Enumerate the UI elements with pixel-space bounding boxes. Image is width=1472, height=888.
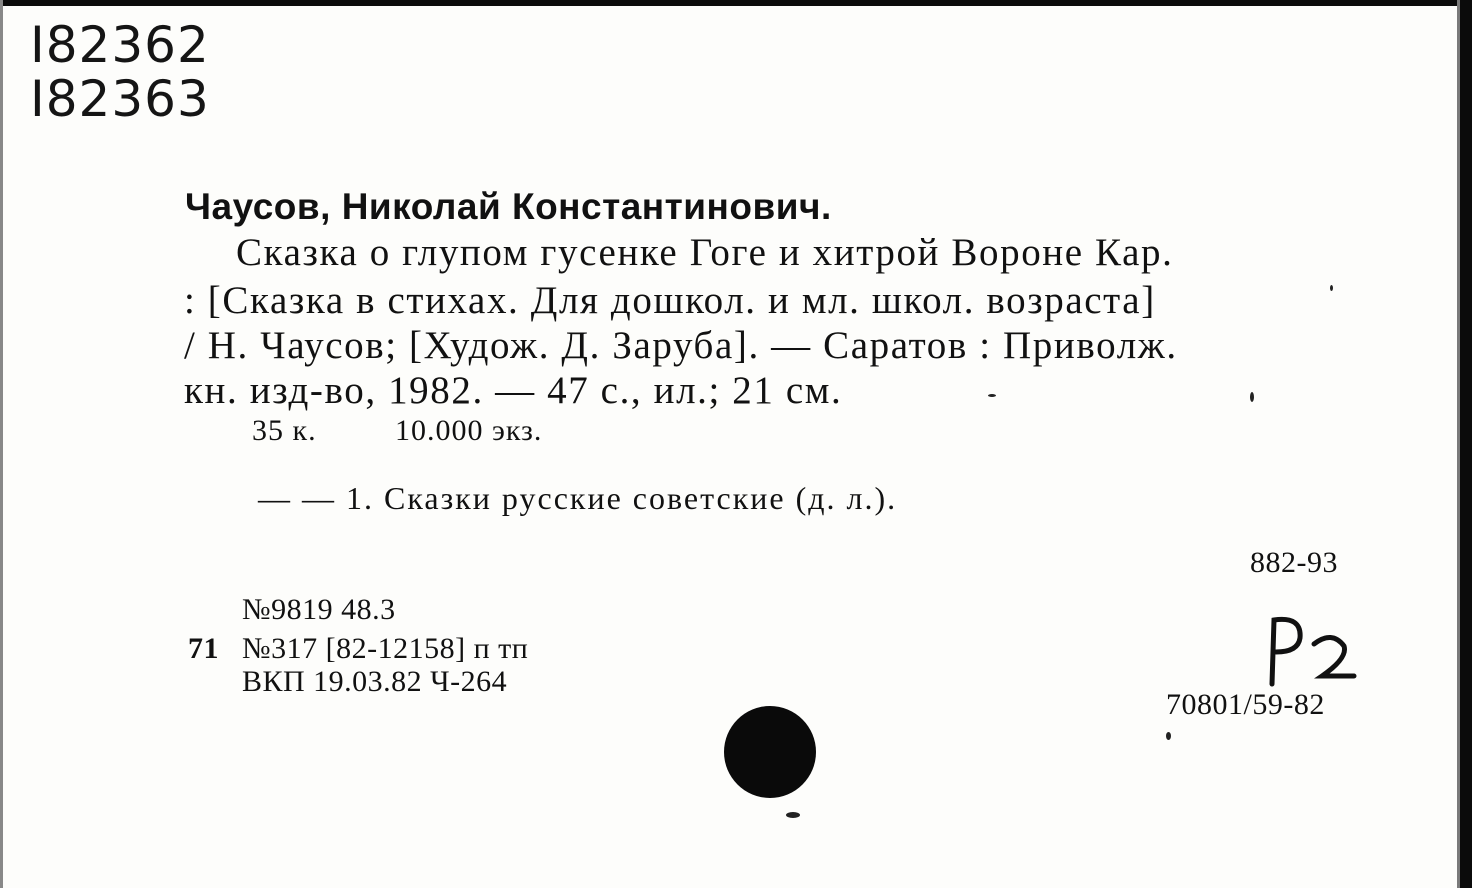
card-right-edge — [1460, 0, 1472, 888]
print-run: 10.000 экз. — [395, 414, 543, 447]
subject-heading: — — 1. Сказки русские советские (д. л.). — [258, 480, 898, 516]
description-line-2: : [Сказка в стихах. Для дошкол. и мл. школ. возраста] — [184, 279, 1156, 322]
card-number: 70801/59-82 — [1166, 688, 1325, 721]
publisher-line-1: №9819 48.3 — [242, 593, 396, 626]
scan-speck — [1166, 732, 1171, 740]
handwritten-number-1: I82362 — [30, 16, 210, 74]
scan-speck — [1330, 285, 1333, 291]
handwritten-number-2: I82363 — [30, 70, 210, 128]
description-line-3: / Н. Чаусов; [Худож. Д. Заруба]. — Саратов : Приволж. — [184, 324, 1178, 367]
punch-hole — [724, 706, 816, 798]
author-heading: Чаусов, Николай Константинович. — [185, 186, 832, 227]
scan-speck — [988, 394, 996, 397]
description-line-1: Сказка о глупом гусенке Гоге и хитрой Вороне Кар. — [236, 231, 1174, 274]
price: 35 к. — [252, 414, 317, 447]
handwritten-mark — [1262, 612, 1362, 692]
scan-speck — [786, 812, 800, 818]
card-top-edge — [0, 0, 1472, 6]
scan-speck — [1250, 392, 1254, 402]
description-line-4: кн. изд-во, 1982. — 47 с., ил.; 21 см. — [184, 369, 843, 412]
publisher-line-3: ВКП 19.03.82 Ч-264 — [242, 665, 508, 698]
card-left-edge — [0, 0, 3, 888]
classification-code: 882-93 — [1250, 546, 1338, 579]
publisher-prefix: 71 — [188, 632, 219, 665]
publisher-line-2: №317 [82-12158] п тп — [242, 632, 529, 665]
